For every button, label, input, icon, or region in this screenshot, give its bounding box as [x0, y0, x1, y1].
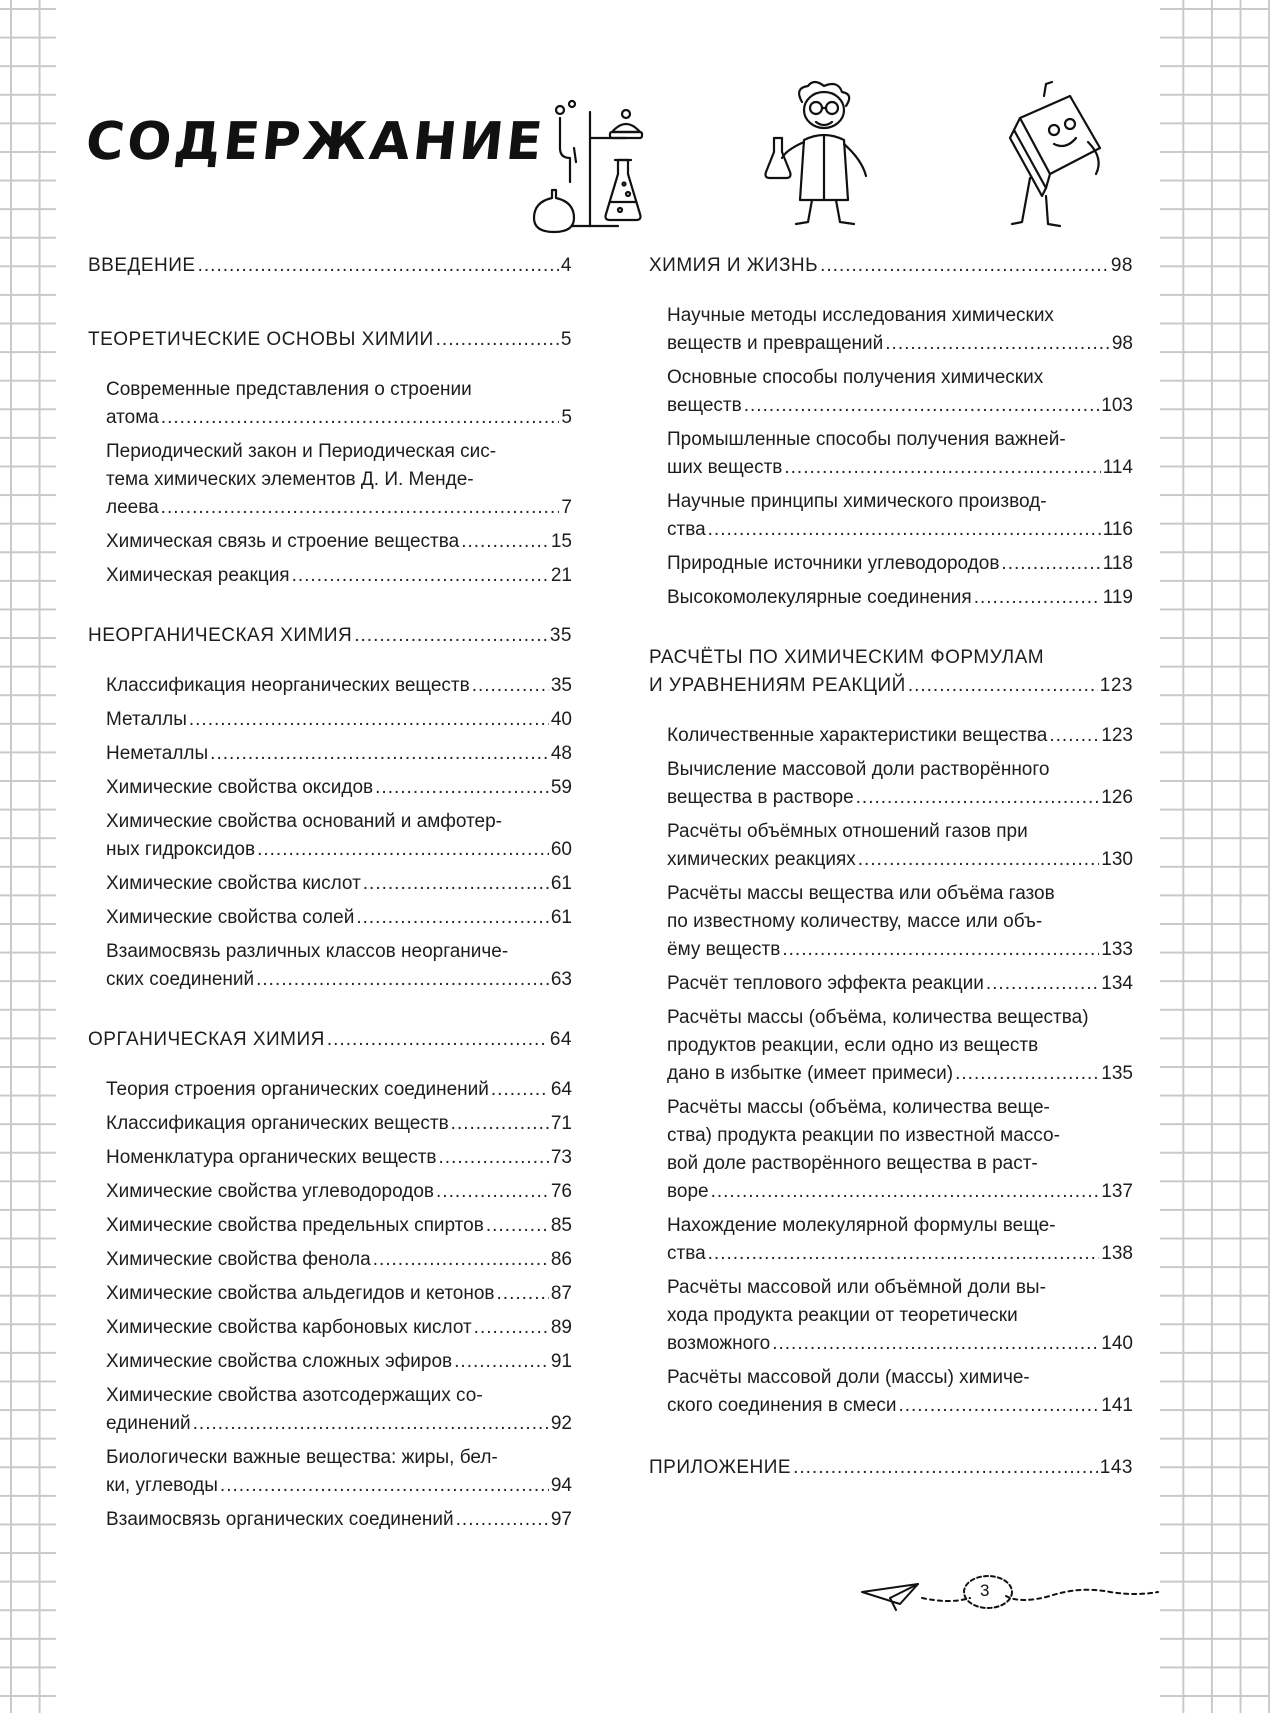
- toc-item[interactable]: Расчёты массы вещества или объёма газов по известному количеству, массе или объ- ёму веществ ..... 133: [667, 880, 1133, 964]
- paper-plane-icon: [860, 1562, 1160, 1622]
- toc-item[interactable]: Химические свойства кислот ..... 61: [106, 870, 572, 898]
- toc-item[interactable]: Химические свойства карбоновых кислот ..... 89: [106, 1314, 572, 1342]
- toc-item[interactable]: Расчёт теплового эффекта реакции ..... 134: [667, 970, 1133, 998]
- toc-item[interactable]: Расчёты массы (объёма, количества веще- ства) продукта реакции по известной массо- вой доле растворённого вещества в раст- воре ..... 137: [667, 1094, 1133, 1206]
- toc-item[interactable]: Химические свойства альдегидов и кетонов ..... 87: [106, 1280, 572, 1308]
- toc-left-column: [88, 252, 572, 1540]
- lab-apparatus-icon: [530, 98, 660, 236]
- toc-item[interactable]: Химические свойства оснований и амфотер- ных гидроксидов ..... 60: [106, 808, 572, 864]
- toc-item[interactable]: Химические свойства азотсодержащих со- единений ..... 92: [106, 1382, 572, 1438]
- toc-item[interactable]: Взаимосвязь различных классов неорганиче- ских соединений ..... 63: [106, 938, 572, 994]
- page-footer: [860, 1562, 1160, 1627]
- toc-item[interactable]: Неметаллы ..... 48: [106, 740, 572, 768]
- scientist-icon: [762, 80, 892, 230]
- toc-item[interactable]: Химические свойства сложных эфиров ..... 91: [106, 1348, 572, 1376]
- toc-item[interactable]: Расчёты объёмных отношений газов при химических реакциях ..... 130: [667, 818, 1133, 874]
- page-title: СОДЕРЖАНИЕ: [82, 112, 548, 172]
- toc-item[interactable]: Количественные характеристики вещества ..... 123: [667, 722, 1133, 750]
- toc-item[interactable]: Расчёты массы (объёма, количества вещества) продуктов реакции, если одно из веществ дано в избытке (имеет примеси) ..... 135: [667, 1004, 1133, 1088]
- toc-item[interactable]: Научные принципы химического производ- ства ..... 116: [667, 488, 1133, 544]
- toc-item[interactable]: Высокомолекулярные соединения ..... 119: [667, 584, 1133, 612]
- toc-item[interactable]: Классификация органических веществ ..... 71: [106, 1110, 572, 1138]
- toc-section-theory[interactable]: ТЕОРЕТИЧЕСКИЕ ОСНОВЫ ХИМИИ ..... 5: [88, 326, 572, 354]
- book-character-icon: [1000, 78, 1110, 232]
- toc-item[interactable]: Периодический закон и Периодическая сис- тема химических элементов Д. И. Менде- леева ..... 7: [106, 438, 572, 522]
- toc-item[interactable]: Металлы ..... 40: [106, 706, 572, 734]
- toc-item[interactable]: Взаимосвязь органических соединений ..... 97: [106, 1506, 572, 1534]
- toc-item[interactable]: Промышленные способы получения важней- ших веществ ..... 114: [667, 426, 1133, 482]
- toc-item[interactable]: Расчёты массовой или объёмной доли вы- хода продукта реакции от теоретически возможного ..... 140: [667, 1274, 1133, 1358]
- toc-item[interactable]: Химическая реакция ..... 21: [106, 562, 572, 590]
- toc-item[interactable]: Расчёты массовой доли (массы) химиче- ского соединения в смеси ..... 141: [667, 1364, 1133, 1420]
- toc-item[interactable]: Природные источники углеводородов ..... 118: [667, 550, 1133, 578]
- toc-item[interactable]: Классификация неорганических веществ ..... 35: [106, 672, 572, 700]
- toc-item[interactable]: Химическая связь и строение вещества ..... 15: [106, 528, 572, 556]
- toc-section-calculations[interactable]: РАСЧЁТЫ ПО ХИМИЧЕСКИМ ФОРМУЛАМ И УРАВНЕНИЯМ РЕАКЦИЙ ..... 123: [649, 644, 1133, 700]
- toc-item[interactable]: Современные представления о строении атома ..... 5: [106, 376, 572, 432]
- toc-item[interactable]: Нахождение молекулярной формулы веще- ства ..... 138: [667, 1212, 1133, 1268]
- toc-right-column: [649, 252, 1133, 1482]
- toc-item[interactable]: Химические свойства солей ..... 61: [106, 904, 572, 932]
- toc-section-chemistry-and-life[interactable]: ХИМИЯ И ЖИЗНЬ ..... 98: [649, 252, 1133, 280]
- toc-item[interactable]: Химические свойства оксидов ..... 59: [106, 774, 572, 802]
- toc-item[interactable]: Химические свойства фенола ..... 86: [106, 1246, 572, 1274]
- toc-item[interactable]: Биологически важные вещества: жиры, бел- ки, углеводы ..... 94: [106, 1444, 572, 1500]
- toc-section-appendix[interactable]: ПРИЛОЖЕНИЕ ..... 143: [649, 1454, 1133, 1482]
- toc-section-organic[interactable]: ОРГАНИЧЕСКАЯ ХИМИЯ ..... 64: [88, 1026, 572, 1054]
- toc-section-introduction[interactable]: ВВЕДЕНИЕ ..... 4: [88, 252, 572, 280]
- toc-item[interactable]: Химические свойства предельных спиртов ..... 85: [106, 1212, 572, 1240]
- toc-section-inorganic[interactable]: НЕОРГАНИЧЕСКАЯ ХИМИЯ ..... 35: [88, 622, 572, 650]
- page-number: 3: [980, 1581, 990, 1600]
- toc-item[interactable]: Научные методы исследования химических веществ и превращений ..... 98: [667, 302, 1133, 358]
- toc-item[interactable]: Номенклатура органических веществ ..... 73: [106, 1144, 572, 1172]
- toc-item[interactable]: Вычисление массовой доли растворённого вещества в растворе ..... 126: [667, 756, 1133, 812]
- toc-item[interactable]: Теория строения органических соединений ..... 64: [106, 1076, 572, 1104]
- toc-item[interactable]: Основные способы получения химических веществ ..... 103: [667, 364, 1133, 420]
- toc-item[interactable]: Химические свойства углеводородов ..... 76: [106, 1178, 572, 1206]
